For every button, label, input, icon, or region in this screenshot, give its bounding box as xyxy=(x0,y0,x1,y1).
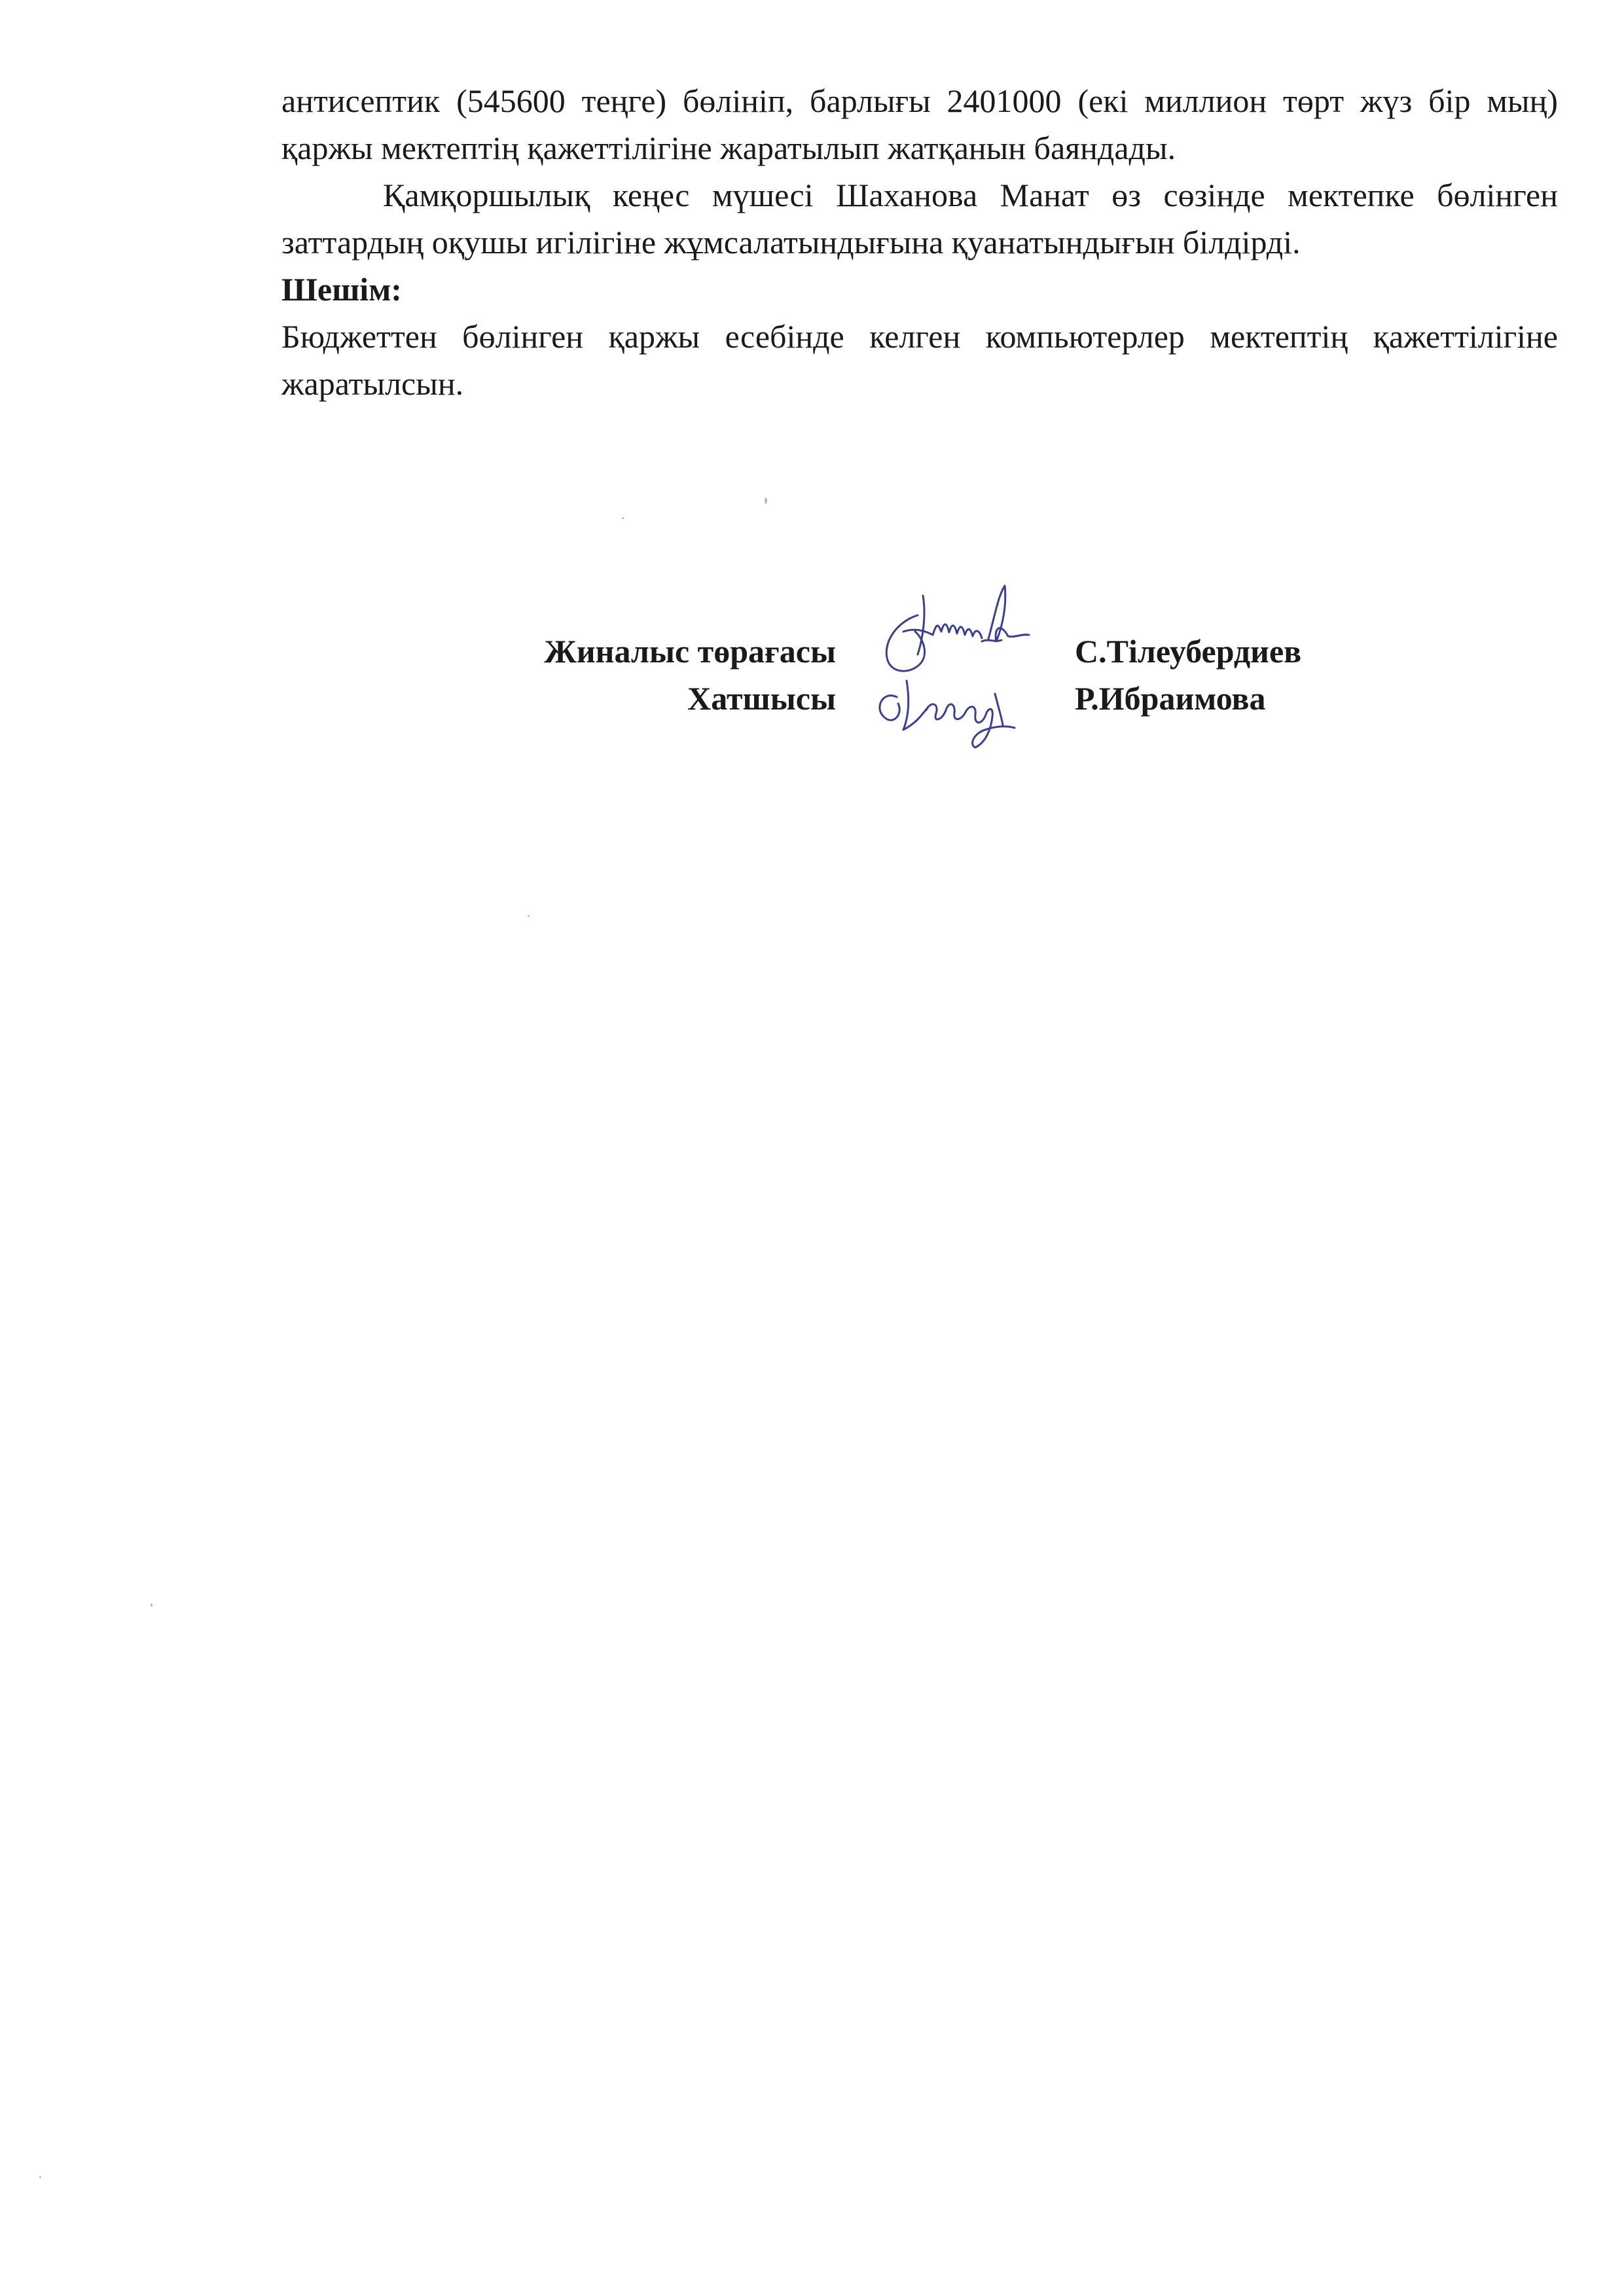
secretary-signature-stroke xyxy=(880,696,899,721)
scan-speck xyxy=(151,1604,153,1607)
decision-heading: Шешім: xyxy=(281,271,402,308)
scan-speck xyxy=(528,915,530,917)
paragraph-board-member: Қамқоршылық кеңес мүшесі Шаханова Манат өз сөзінде мектепке бөлінген заттардың оқушы игілігіне жұмсалатындығына қуанатындығын білдірді. xyxy=(281,177,1558,260)
document-body xyxy=(281,77,1558,407)
handwritten-signatures xyxy=(857,576,1080,772)
scan-speck xyxy=(765,497,767,504)
scan-speck xyxy=(622,517,624,519)
chair-signature-stroke xyxy=(886,615,924,671)
chair-role-label: Жиналыс төрағасы xyxy=(544,633,836,670)
scan-speck xyxy=(39,2176,41,2178)
signature-block xyxy=(0,632,1624,749)
chair-name: С.Тілеубердиев xyxy=(1075,633,1302,670)
secretary-role-label: Хатшысы xyxy=(687,680,836,717)
decision-text: Бюджеттен бөлінген қаржы есебінде келген компьютерлер мектептің қажеттілігіне жаратылсын. xyxy=(281,318,1558,402)
paragraph-continuation: антисептик (545600 теңге) бөлініп, барлығы 2401000 (екі миллион төрт жүз бір мың) қаржы мектептің қажеттілігіне жаратылып жатқанын баяндады. xyxy=(281,82,1558,166)
secretary-name: Р.Ибраимова xyxy=(1075,680,1266,717)
